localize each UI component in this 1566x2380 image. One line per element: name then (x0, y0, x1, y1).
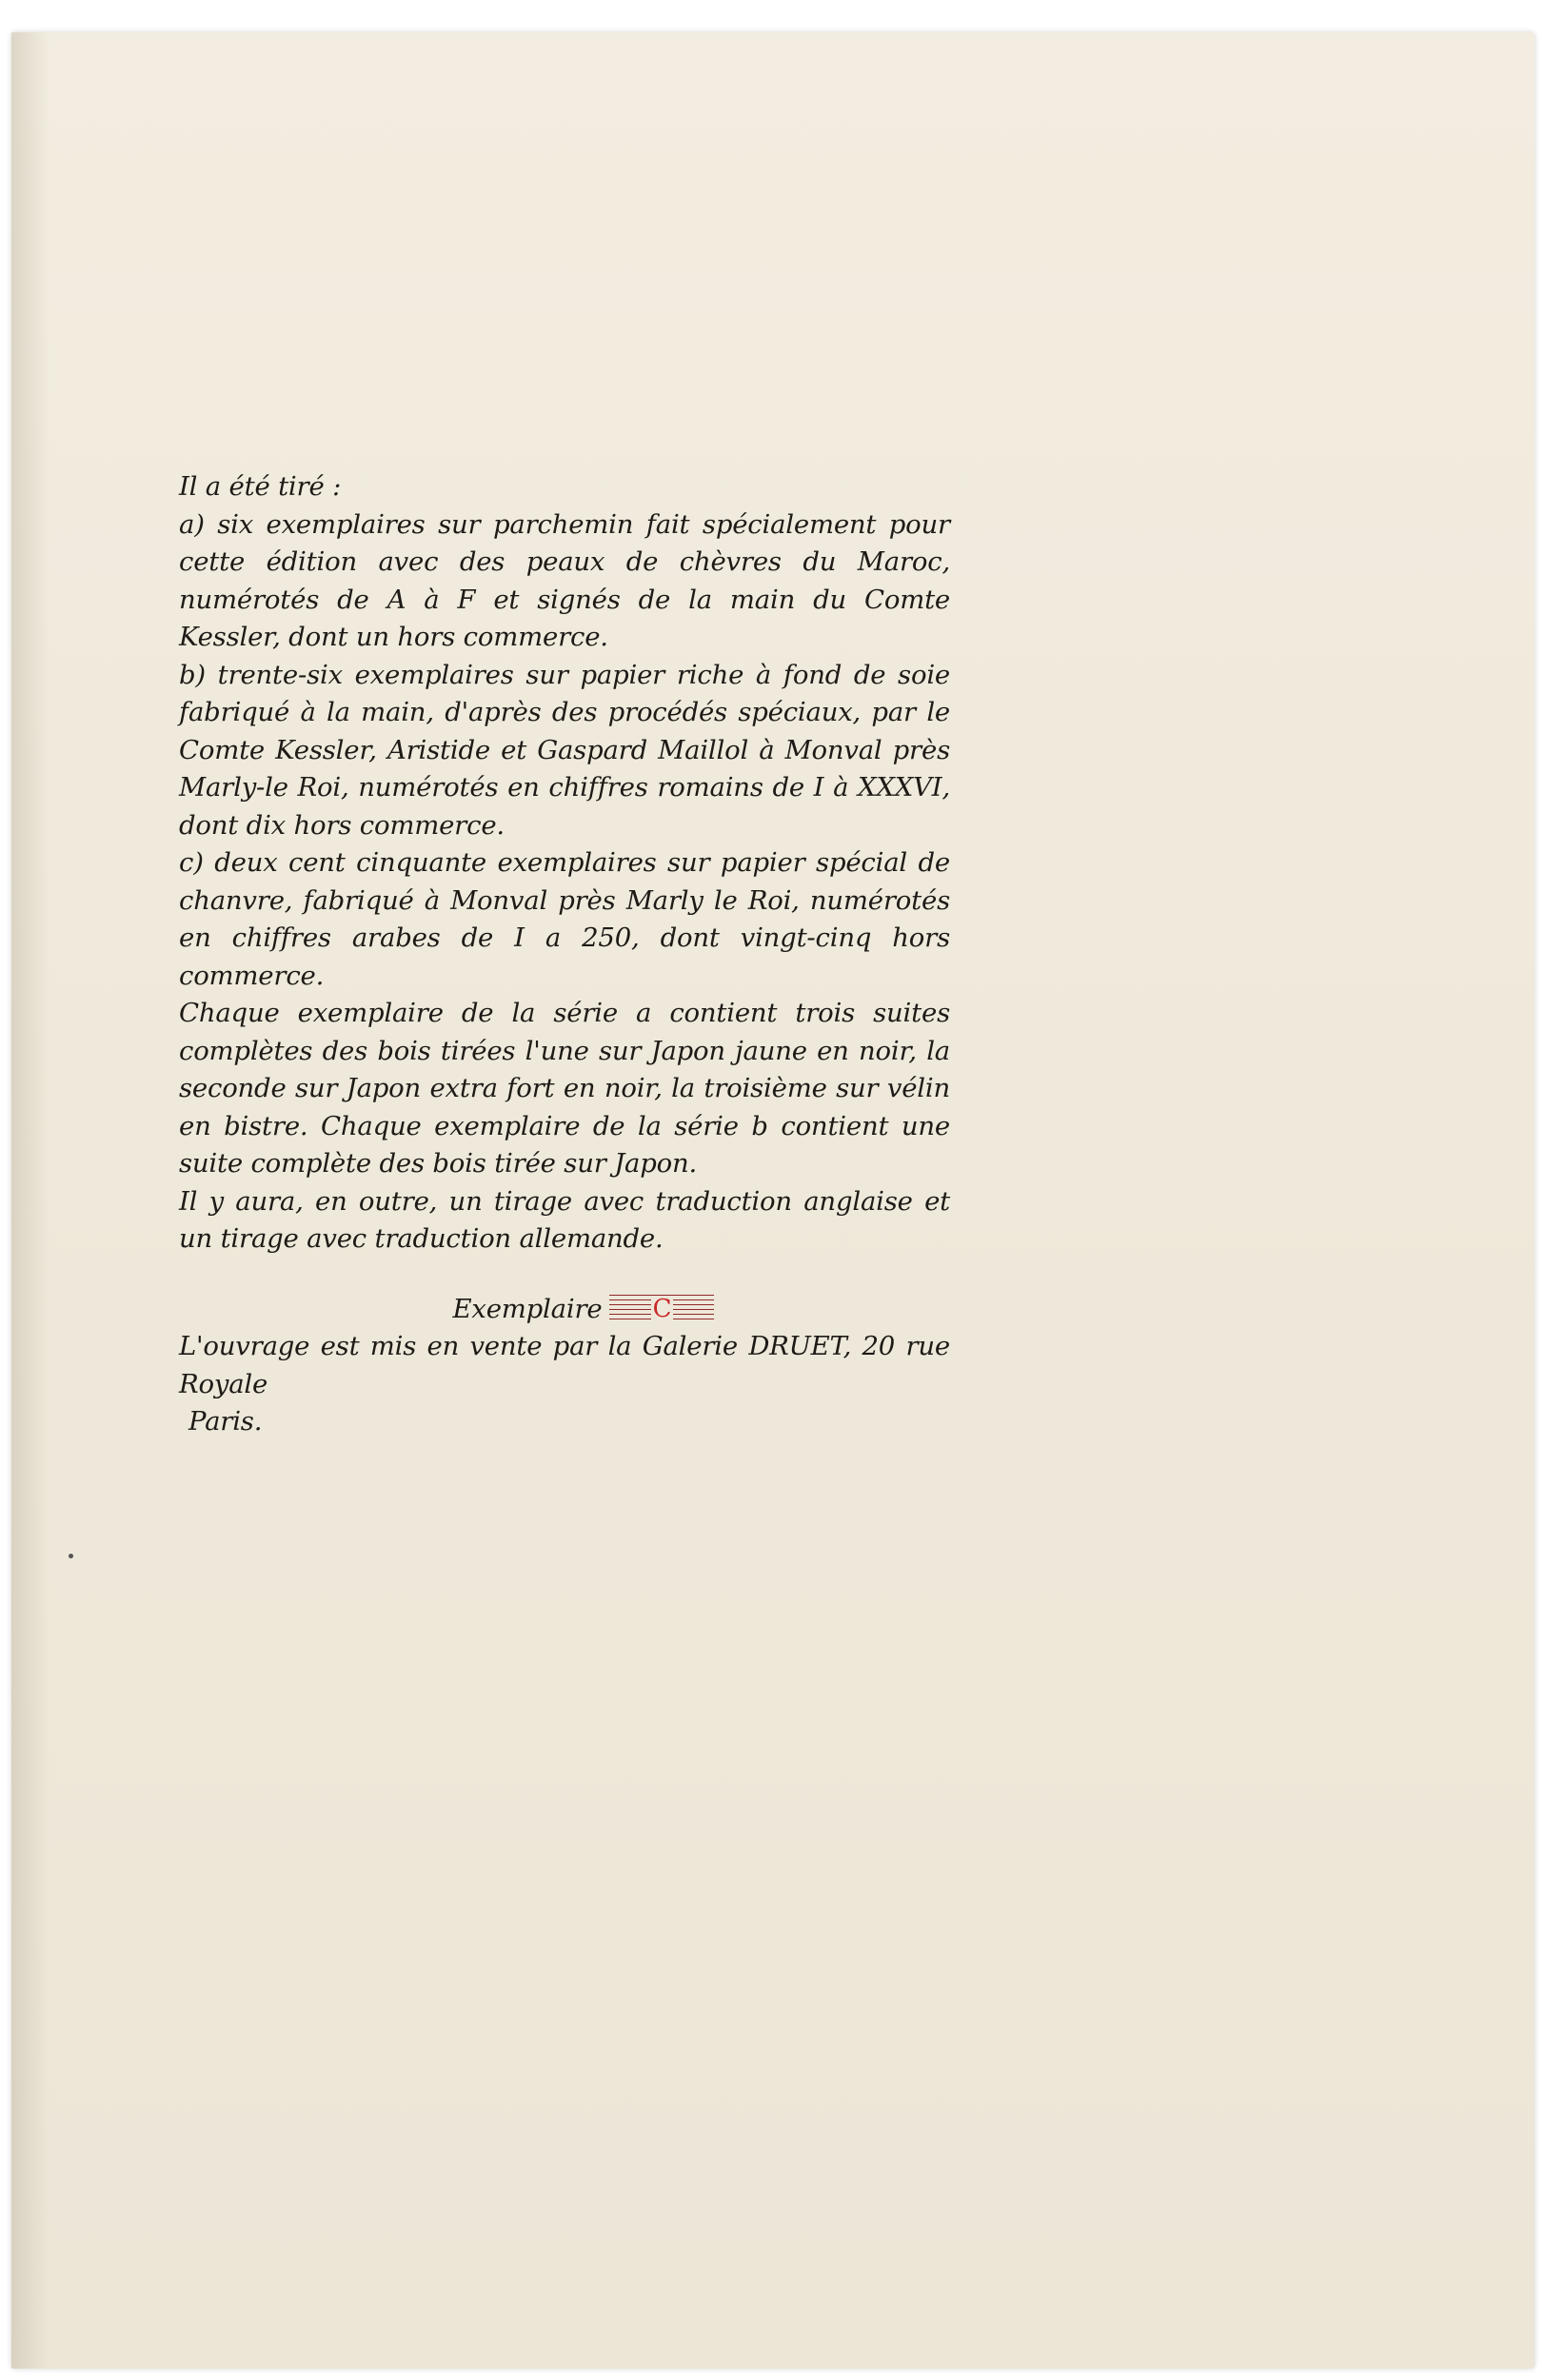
publisher-city: Paris. (188, 1406, 263, 1437)
paper-page (11, 32, 1535, 2369)
exemplaire-line (179, 1291, 950, 1329)
paragraph-a: a) six exemplaires sur parchemin fait spécialement pour cette édition avec des peaux de chèvres du Maroc, numérotés de A à F et signés de la main du Comte Kessler, dont un hors commerce. (179, 508, 950, 652)
margin-dot (69, 1554, 73, 1558)
paragraph-translations: Il y aura, en outre, un tirage avec traduction anglaise et un tirage avec traduction allemande. (179, 1185, 950, 1254)
paragraph-b: b) trente-six exemplaires sur papier riche à fond de soie fabriqué à la main, d'après des procédés spéciaux, par le Comte Kessler, Aristide et Gaspard Maillol à Monval près Marly-le Roi, numérotés en chiffres romains de I à XXXVI, dont dix hors commerce. (179, 659, 950, 841)
exemplaire-label: Exemplaire (452, 1293, 603, 1324)
intro-line: Il a été tiré : (179, 471, 342, 502)
paragraph-suites: Chaque exemplaire de la série a contient trois suites complètes des bois tirées l'une sur Japon jaune en noir, la seconde sur Japon extra fort en noir, la troisième sur vélin en bistre. Chaque exemplaire de la série b contient une suite complète des bois tirée sur Japon. (179, 998, 950, 1179)
publisher-line: L'ouvrage est mis en vente par la Galerie DRUET, 20 rue Royale (179, 1331, 950, 1399)
colophon-text (179, 468, 950, 1441)
exemplaire-number-box (609, 1295, 714, 1323)
exemplaire-letter: C (652, 1295, 672, 1324)
paragraph-c: c) deux cent cinquante exemplaires sur papier spécial de chanvre, fabriqué à Monval près Marly le Roi, numérotés en chiffres arabes de I a 250, dont vingt-cinq hors commerce. (179, 847, 950, 991)
